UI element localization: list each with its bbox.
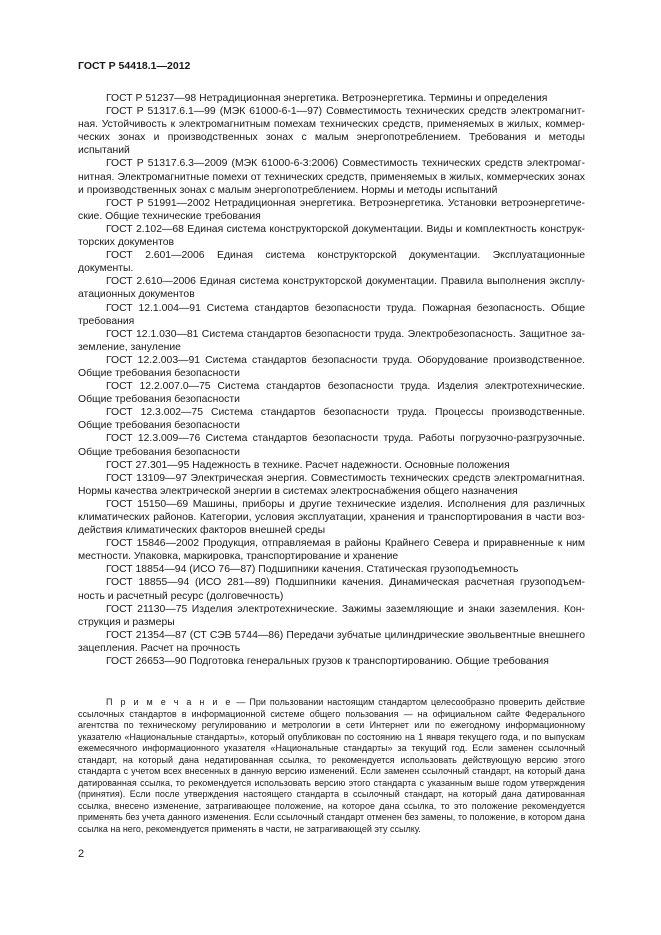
- note-paragraph: [78, 697, 585, 835]
- reference-item: ГОСТ 15846—2002 Продукция, отправляемая в районы Крайнего Севера и приравненные к ним местности. Упаковка, маркировка, транспортирование и хранение: [78, 538, 585, 563]
- reference-item: ГОСТ 13109—97 Электрическая энергия. Совместимость технических средств электромагнитная. Нормы качества электрической энергии в системах электроснабжения общего назначения: [78, 472, 585, 497]
- page-number: 2: [78, 848, 85, 860]
- reference-item: ГОСТ Р 51991—2002 Нетрадиционная энергетика. Ветроэнергетика. Установки ветроэнергетические. Общие технические требования: [78, 197, 585, 222]
- reference-item: ГОСТ Р 51237—98 Нетрадиционная энергетика. Ветроэнергетика. Термины и определения: [106, 93, 548, 104]
- reference-item: ГОСТ 12.1.004—91 Система стандартов безопасности труда. Пожарная безопасность. Общие требования: [78, 302, 585, 327]
- reference-item: ГОСТ 12.3.002—75 Система стандартов безопасности труда. Процессы производственные. Общие требования безопасности: [78, 407, 585, 432]
- normative-references-list: [78, 92, 585, 668]
- reference-item: ГОСТ 21354—87 (СТ СЭВ 5744—86) Передачи зубчатые цилиндрические эвольвентные внешнего зацепления. Расчет на прочность: [78, 629, 585, 654]
- reference-item: ГОСТ 18854—94 (ИСО 76—87) Подшипники качения. Статическая грузоподъемность: [106, 564, 519, 576]
- reference-item: ГОСТ 27.301—95 Надежность в технике. Расчет надежности. Основные положения: [106, 459, 510, 471]
- reference-item: ГОСТ 12.2.003—91 Система стандартов безопасности труда. Оборудование производственное. Общие требования безопасности: [78, 354, 585, 379]
- reference-item: ГОСТ 12.1.030—81 Система стандартов безопасности труда. Электробезопасность. Защитное заземление, зануление: [78, 328, 585, 353]
- reference-item: ГОСТ 2.601—2006 Единая система конструкторской документации. Эксплуатационные документы.: [78, 250, 585, 275]
- reference-item: ГОСТ 26653—90 Подготовка генеральных грузов к транспортированию. Общие требования: [106, 656, 549, 668]
- reference-item: ГОСТ 12.3.009—76 Система стандартов безопасности труда. Работы погрузочно-разгрузочные. Общие требования безопасности: [78, 433, 585, 458]
- reference-item: ГОСТ 2.610—2006 Единая система конструкторской документации. Правила выполнения эксплуатационных документов: [78, 276, 585, 301]
- reference-item: ГОСТ 12.2.007.0—75 Система стандартов безопасности труда. Изделия электротехнические. Общие требования безопасности: [78, 381, 585, 406]
- reference-item: ГОСТ 2.102—68 Единая система конструкторской документации. Виды и комплектность конструкторских документов: [78, 223, 585, 249]
- reference-item: ГОСТ Р 51317.6.1—99 (МЭК 61000-6-1—97) Совместимость технических средств электромагнитная. Устойчивость к электромагнитным помехам технических средств, применяемых в жилых, коммерческих зонах и производственных зонах с малым энергопотреблением. Требования и методы испытаний: [78, 106, 585, 157]
- note-label: П р и м е ч а н и е: [106, 697, 233, 707]
- standard-number-header: ГОСТ Р 54418.1—2012: [78, 60, 191, 72]
- reference-item: ГОСТ Р 51317.6.3—2009 (МЭК 61000-6-3:2006) Совместимость технических средств электромагнитная. Электромагнитные помехи от технических средств, применяемых в жилых, коммерческих зонах и производственных зонах с малым энергопотреблением. Нормы и методы испытаний: [78, 158, 585, 196]
- reference-item: ГОСТ 15150—69 Машины, приборы и другие технические изделия. Исполнения для различных климатических районов. Категории, условия эксплуатации, хранения и транспортирования в части воздействия климатических факторов внешней среды: [78, 498, 585, 537]
- note-text: — При пользовании настоящим стандартом целесообразно проверить действие ссылочных стандартов в информационной системе общего пользования — на официальном сайте Федерального агентства по техническому регулированию и метрологии в сети Интернет или по ежегодному информационному указателю «Национальные стандарты», который опубликован по состоянию на 1 января текущего года, и по выпускам ежемесячного информационного указателя «Национальные стандарты» за текущий год. Если заменен ссылочный стандарт, на который дана недатированная ссылка, то рекомендуется использовать действующую версию этого стандарта с учетом всех внесенных в данную версию изменений. Если заменен ссылочный стандарт, на который дана датированная ссылка, то рекомендуется использовать версию этого стандарта с указанным выше годом утверждения (принятия). Если после утверждения настоящего стандарта в ссылочный стандарт, на который дана датированная ссылка, внесено изменение, затрагивающее положение, на которое дана ссылка, то это положение рекомендуется применять без учета данного изменения. Если ссылочный стандарт отменен без замены, то положение, в котором дана ссылка на него, рекомендуется применять в части, не затрагивающей эту ссылку.: [78, 697, 585, 834]
- reference-item: ГОСТ 18855—94 (ИСО 281—89) Подшипники качения. Динамическая расчетная грузоподъемность и расчетный ресурс (долговечность): [78, 577, 585, 602]
- reference-item: ГОСТ 21130—75 Изделия электротехнические. Зажимы заземляющие и знаки заземления. Конструкция и размеры: [78, 603, 585, 628]
